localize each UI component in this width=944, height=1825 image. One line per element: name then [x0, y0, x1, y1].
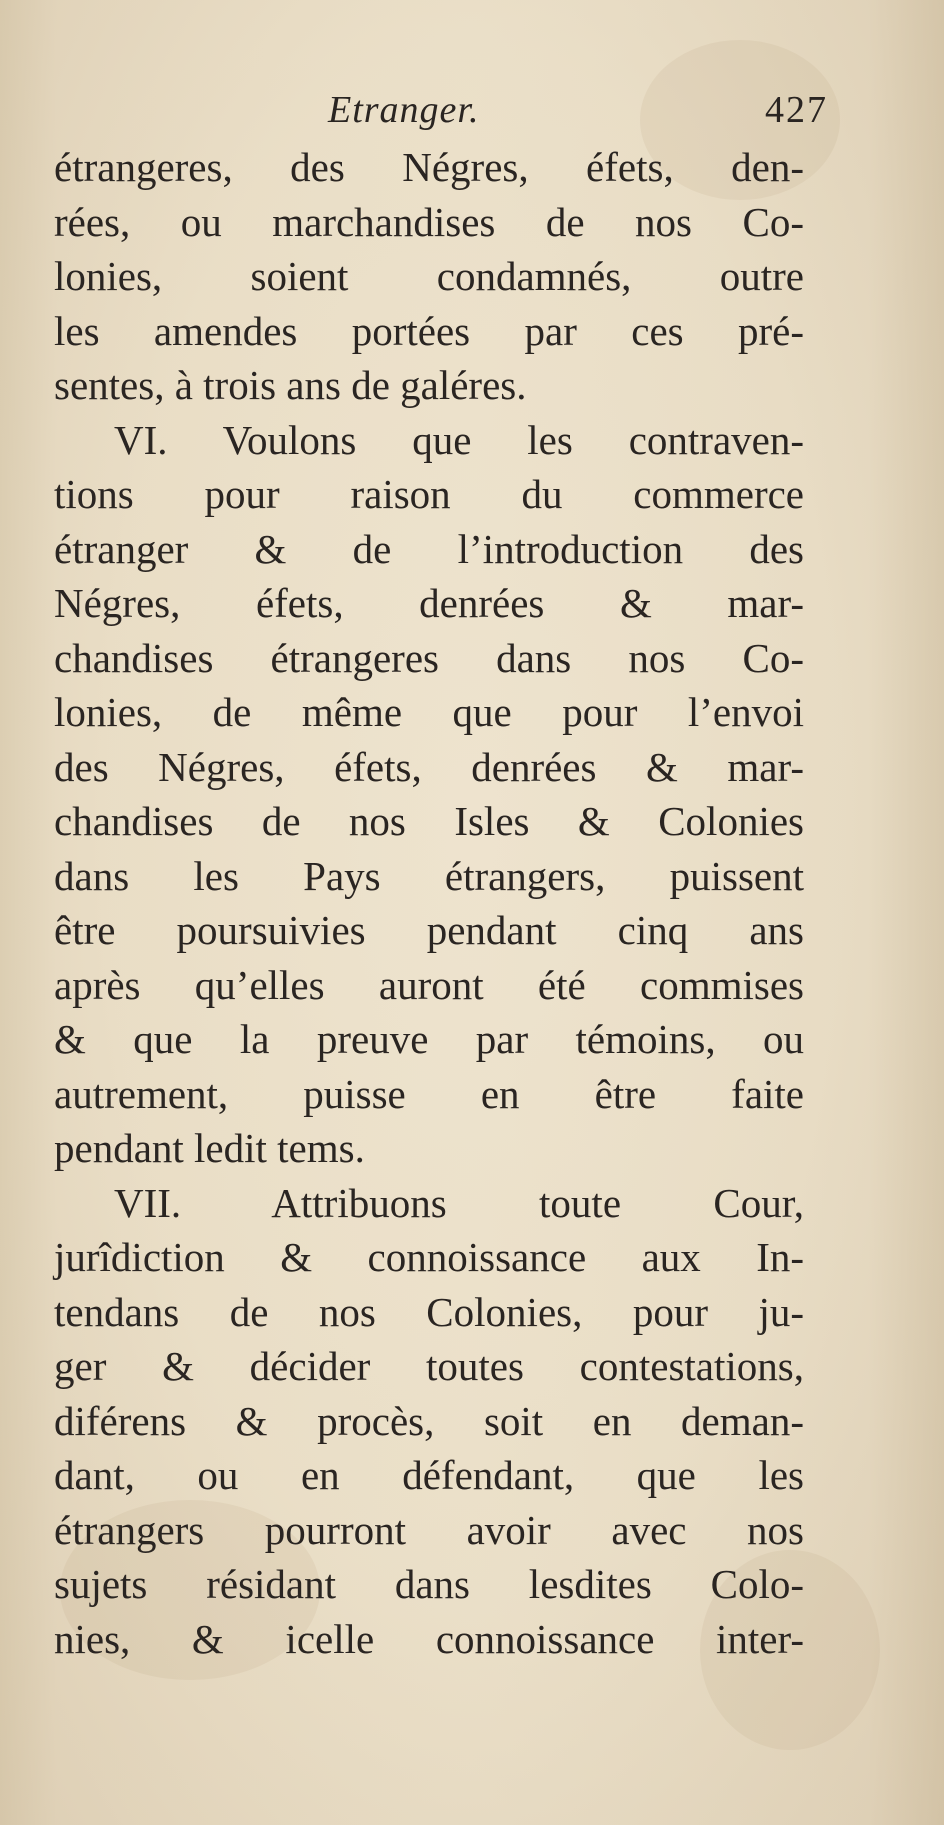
- body-text: [54, 140, 804, 1666]
- text-line: chandises étrangeres dans nos Co-: [54, 634, 804, 681]
- text-line: & que la preuve par témoins, ou: [54, 1016, 804, 1062]
- text-line: être poursuivies pendant cinq ans: [54, 907, 804, 953]
- running-header: [58, 88, 828, 138]
- text-line: lonies, de même que pour l’envoi: [54, 689, 804, 735]
- text-line: autrement, puisse en être faite: [54, 1070, 804, 1117]
- text-line: nies, & icelle connoissance inter-: [54, 1615, 804, 1662]
- article-heading-line: VI. Voulons que les contraven-: [114, 416, 804, 463]
- text-line: étrangeres, des Négres, éfets, den-: [54, 144, 804, 190]
- text-line: dans les Pays étrangers, puissent: [54, 852, 804, 899]
- text-line: Négres, éfets, denrées & mar-: [54, 580, 804, 626]
- text-line: tendans de nos Colonies, pour ju-: [54, 1288, 804, 1335]
- running-title: Etranger.: [328, 89, 480, 131]
- text-line: étrangers pourront avoir avec nos: [54, 1506, 804, 1553]
- text-line: des Négres, éfets, denrées & mar-: [54, 743, 804, 790]
- article-heading-line: VII. Attribuons toute Cour,: [114, 1179, 804, 1226]
- text-line: les amendes portées par ces pré-: [54, 307, 804, 354]
- text-line: dant, ou en défendant, que les: [54, 1452, 804, 1498]
- text-line: sentes, à trois ans de galéres.: [54, 362, 527, 408]
- text-line: sujets résidant dans lesdites Colo-: [54, 1561, 804, 1607]
- text-line: lonies, soient condamnés, outre: [54, 253, 804, 299]
- text-line: ger & décider toutes contestations,: [54, 1343, 804, 1389]
- text-line: rées, ou marchandises de nos Co-: [54, 198, 804, 245]
- page-number: 427: [765, 89, 828, 131]
- text-line: tions pour raison du commerce: [54, 471, 804, 517]
- text-line: pendant ledit tems.: [54, 1125, 365, 1171]
- text-line: chandises de nos Isles & Colonies: [54, 798, 804, 844]
- text-line: après qu’elles auront été commises: [54, 961, 804, 1008]
- text-line: étranger & de l’introduction des: [54, 525, 804, 572]
- text-line: jurîdiction & connoissance aux In-: [54, 1234, 804, 1280]
- text-line: diférens & procès, soit en deman-: [54, 1397, 804, 1444]
